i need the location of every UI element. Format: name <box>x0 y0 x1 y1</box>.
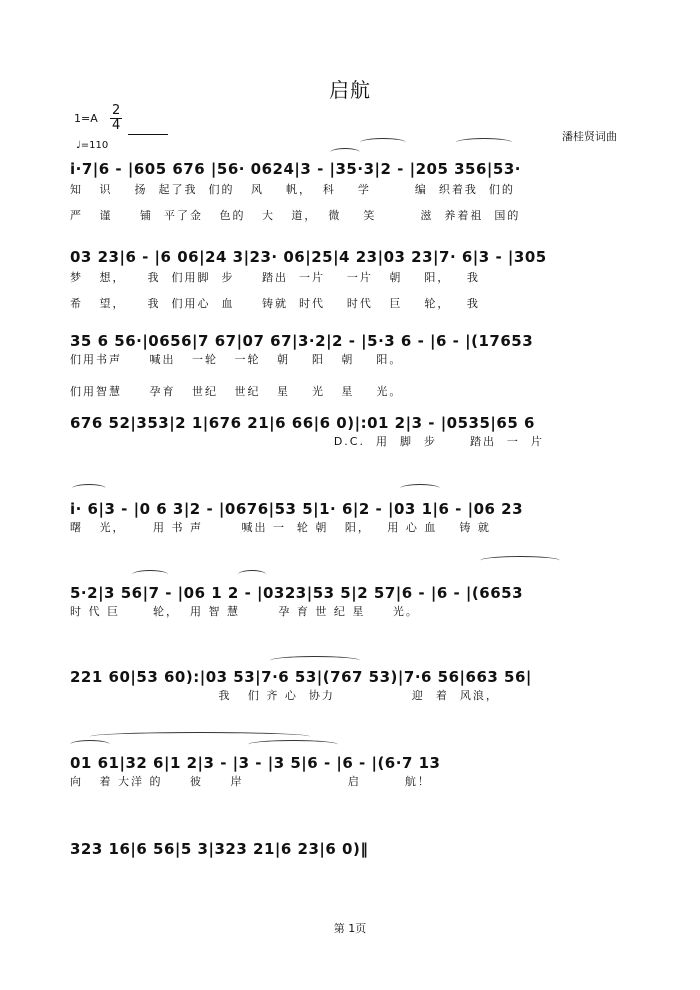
slur <box>248 740 338 749</box>
slur <box>400 484 440 493</box>
notation-line: 5·2|3 56|7 - |06 1 2 - |0323|53 5|2 57|6 - |6 - |(6653 <box>70 584 524 602</box>
tempo-marking: ♩=110 <box>76 140 109 151</box>
time-signature <box>110 104 122 133</box>
time-sig-denominator: 4 <box>112 118 121 133</box>
notation-line: 03 23|6 - |6 06|24 3|23· 06|25|4 23|03 23|7· 6|3 - |305 <box>70 248 547 266</box>
slur <box>480 556 560 565</box>
notation-line: i·7|6 - |605 676 |56· 0624|3 - |35·3|2 - |205 356|53· <box>70 160 521 178</box>
notation-line: 221 60|53 60):|03 53|7·6 53|(767 53)|7·6 56|663 56| <box>70 668 532 686</box>
lyric-verse-2: 们用智慧 孕育 世纪 世纪 星 光 星 光。 <box>70 385 403 398</box>
notation-line: 676 52|353|2 1|676 21|6 66|6 0)|:01 2|3 - |0535|65 6 <box>70 414 535 432</box>
lyric-verse-1: 向 着 大洋 的 彼 岸 启 航！ <box>70 775 431 788</box>
slur <box>238 570 266 579</box>
notation-line: i· 6|3 - |0 6 3|2 - |0676|53 5|1· 6|2 - |03 1|6 - |06 23 <box>70 500 524 518</box>
lyric-verse-1: 梦 想， 我 们用脚 步 踏出 一片 一片 朝 阳， 我 <box>70 271 480 284</box>
lyric-verse-1: 我 们 齐 心 协力 迎 着 风浪， <box>70 689 499 702</box>
notation-line: 323 16|6 56|5 3|323 21|6 23|6 0)‖ <box>70 840 369 858</box>
lyric-verse-2: 严 谨 铺 平了金 色的 大 道， 微 笑 滋 养着祖 国的 <box>70 209 521 222</box>
composer-credit: 潘桂贤词曲 <box>562 130 617 143</box>
lyric-verse-1: 知 识 扬 起了我 们的 风 帆， 科 学 编 织着我 们的 <box>70 183 515 196</box>
slur <box>72 484 106 493</box>
page-number: 第 1页 <box>333 922 367 935</box>
lyric-verse-2: 希 望， 我 们用心 血 铸就 时代 时代 巨 轮， 我 <box>70 297 480 310</box>
notation-line: 01 61|32 6|1 2|3 - |3 - |3 5|6 - |6 - |(6·7 13 <box>70 754 441 772</box>
slur <box>360 138 406 147</box>
slur <box>70 740 110 749</box>
page-title: 启航 <box>329 78 371 102</box>
lyric-verse-1: 们用书声 喊出 一轮 一轮 朝 阳 朝 阳。 <box>70 353 403 366</box>
lyric-verse-1: 时 代 巨 轮， 用 智 慧 孕 育 世 纪 星 光。 <box>70 605 419 618</box>
lyric-verse-1: D.C. 用 脚 步 踏出 一 片 <box>70 435 544 448</box>
slur <box>456 138 512 147</box>
slur <box>132 570 168 579</box>
header-rule <box>128 134 168 135</box>
key-signature: 1=A <box>74 112 98 125</box>
lyric-verse-1: 曙 光， 用 书 声 喊出 一 轮 朝 阳， 用 心 血 铸 就 <box>70 521 491 534</box>
time-sig-numerator: 2 <box>112 103 121 118</box>
notation-line: 35 6 56·|0656|7 67|07 67|3·2|2 - |5·3 6 - |6 - |(17653 <box>70 332 534 350</box>
